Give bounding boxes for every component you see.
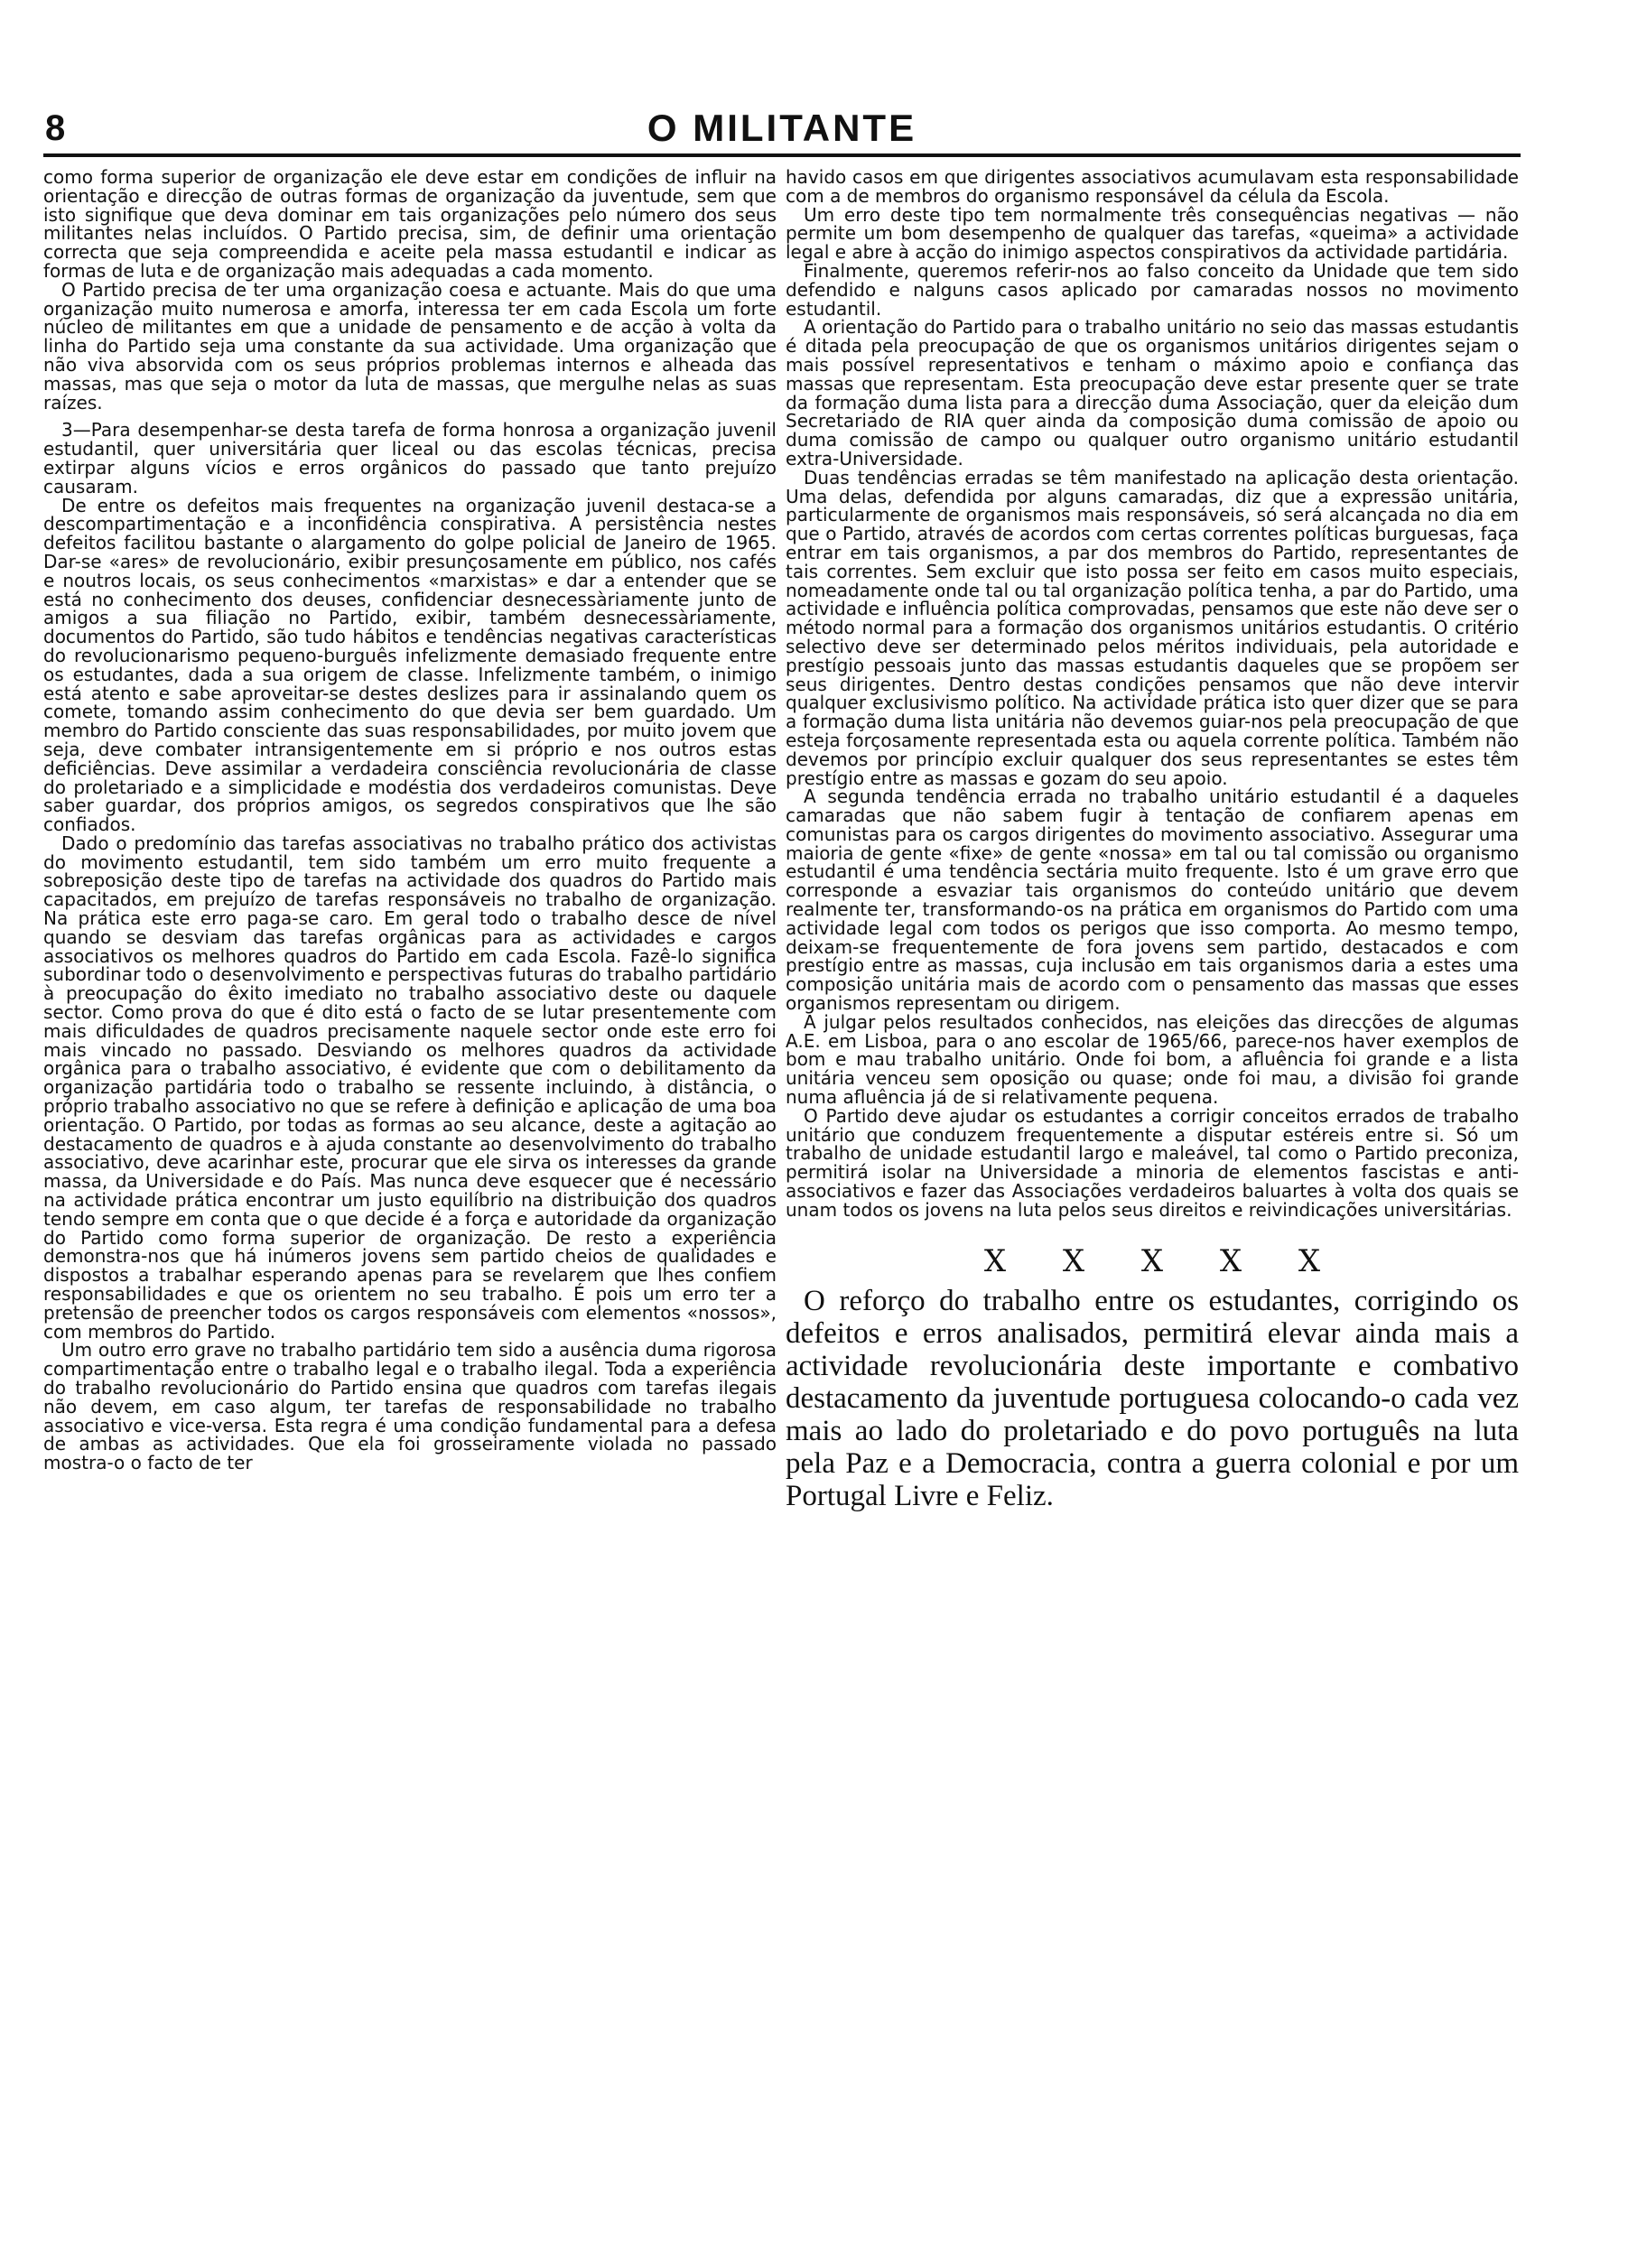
paragraph: A segunda tendência errada no trabalho unitário estudantil é a daqueles camaradas que não sabem fugir à tentação de confiarem apenas em comunistas para os cargos dirigentes do movimento associativo. Assegurar uma maioria de gente «fixe» de gente «nossa» em tal ou tal comissão ou organismo estudantil é uma tendência sectária muito frequente. Isto é um grave erro que corresponde a esvaziar tais organismos do conteúdo unitário que devem realmente ter, transformando-os na prática em organismos do Partido com uma actividade legal com todos os perigos que isso comporta. Ao mesmo tempo, deixam-se frequentemente de fora jovens sem partido, destacados e com prestígio entre as massas, cuja inclusão em tais organismos daria a estes uma composição unitária mais de acordo com o pensamento das massas que esses organismos representam ou dirigem. [786,785,1519,1015]
paragraph: Um erro deste tipo tem normalmente três consequências negativas — não permite um bom desempenho de qualquer das tarefas, «queima» a actividade legal e abre à acção do inimigo aspectos conspirativos da actividade partidária. [786,203,1519,264]
right-column [786,168,1519,1512]
page-header [43,107,1521,157]
paragraph: Finalmente, queremos referir-nos ao falso conceito da Unidade que tem sido defendido e nalguns casos aplicado por camaradas nossos no movimento estudantil. [786,259,1519,320]
paragraph: Um outro erro grave no trabalho partidário tem sido a ausência duma rigorosa compartimentação entre o trabalho legal e o trabalho ilegal. Toda a experiência do trabalho revolucionário do Partido ensina que quadros com tarefas ilegais não devem, em caso algum, ter tarefas de responsabilidade no trabalho associativo e vice-versa. Esta regra é uma condição fundamental para a defesa de ambas as actividades. Que ela foi grosseiramente violada no passado mostra-o o facto de ter [43,1339,777,1474]
paragraph: havido casos em que dirigentes associativos acumulavam esta responsabilidade com a de membros do organismo responsável da célula da Escola. [786,166,1519,207]
paragraph: Dado o predomínio das tarefas associativas no trabalho prático dos activistas do movimento estudantil, tem sido também um erro muito frequente a sobreposição deste tipo de tarefas na actividade dos quadros do Partido mais capacitados, em prejuízo de tarefas responsáveis no trabalho de organização. Na prática este erro paga-se caro. Em geral todo o trabalho desce de nível quando se desviam das tarefas orgânicas para as actividades e cargos associativos os melhores quadros do Partido em cada Escola. Fazê-lo significa subordinar todo o desenvolvimento e perspectivas futuras do trabalho partidário à preocupação do êxito imediato no trabalho associativo deste ou daquele sector. Como prova do que é dito está o facto de se lutar presentemente com mais dificuldades de quadros precisamente naquele sector onde este erro foi mais vincado no passado. Desviando os melhores quadros da actividade orgânica para o trabalho associativo, é evidente que com o debilitamento da organização partidária todo o trabalho se ressente incluindo, à distância, o próprio trabalho associativo no que se refere à definição e aplicação de uma boa orientação. O Partido, por todas as formas ao seu alcance, deste a agitação ao destacamento de quadros e à ajuda constante ao desenvolvimento do trabalho associativo, deve acarinhar este, procurar que ele sirva os interesses da grande massa, da Universidade e do País. Mas nunca deve esquecer que é necessário na actividade prática encontrar um justo equilíbrio na distribuição dos quadros tendo sempre em conta que o que decide é a força e autoridade da organização do Partido como forma superior de organização. De resto a experiência demonstra-nos que há inúmeros jovens sem partido cheios de qualidades e dispostos a trabalhar esperando apenas para se revelarem que lhes confiem responsabilidades e que os orientem no seu trabalho. É pois um erro ter a pretensão de preencher todos os cargos responsáveis com elementos «nossos», com membros do Partido. [43,832,777,1343]
paragraph: A julgar pelos resultados conhecidos, nas eleições das direcções de algumas A.E. em Lisboa, para o ano escolar de 1965/66, parece-nos haver exemplos de bom e mau trabalho unitário. Onde foi bom, a afluência foi grande e a lista unitária venceu sem oposição ou quase; onde foi mau, a divisão foi grande numa afluência já de si relativamente pequena. [786,1010,1519,1109]
paragraph: A orientação do Partido para o trabalho unitário no seio das massas estudantis é ditada pela preocupação de que os organismos unitários dirigentes sejam o mais possível representativos e tenham o máximo apoio e confiança das massas que representam. Esta preocupação deve estar presente quer se trate da formação duma lista para a direcção duma Associação, quer da eleição dum Secretariado de RIA quer ainda da composição duma comissão de apoio ou duma comissão de campo ou qualquer outro organismo unitário estudantil extra-Universidade. [786,316,1519,469]
publication-title: O MILITANTE [647,107,917,149]
paragraph: como forma superior de organização ele deve estar em condições de influir na orientação e direcção de outras formas de organização da juventude, sem que isto signifique que deva dominar em tais organizações pelo número dos seus militantes nelas incluídos. O Partido precisa, sim, de definir uma orientação correcta que seja compreendida e aceite pela massa estudantil e indicar as formas de luta e de organização mais adequadas a cada momento. [43,166,777,282]
page-number: 8 [45,108,66,148]
paragraph: De entre os defeitos mais frequentes na organização juvenil destaca-se a descompartimentação e a inconfidência conspirativa. A persistência nestes defeitos facilitou bastante o alargamento do golpe policial de Janeiro de 1965. Dar-se «ares» de revolucionário, exibir presunçosamente em público, nos cafés e noutros locais, os seus conhecimentos «marxistas» e dar a entender que se está no conhecimento dos deuses, confidenciar desnecessàriamente junto de amigos a sua filiação no Partido, exibir, também desnecessàriamente, documentos do Partido, são tudo hábitos e tendências negativas características do revolucionarismo pequeno-burguês infelizmente demasiado frequente entre os estudantes, dada a sua origem de classe. Infelizmente também, o inimigo está atento e sabe aproveitar-se destes deslizes para ir assinalando quem os comete, tomando assim conhecimento do que devia ser bem guardado. Um membro do Partido consciente das suas responsabilidades, por muito jovem que seja, deve combater intransigentemente em si próprio e nos outros estas deficiências. Deve assimilar a verdadeira consciência revolucionária de classe do proletariado e a simplicidade e modéstia dos verdadeiros comunistas. Deve saber guardar, dos próprios amigos, os segredos conspirativos que lhe são confiados. [43,494,777,836]
paragraph: 3—Para desempenhar-se desta tarefa de forma honrosa a organização juvenil estudantil, quer universitária quer liceal ou das escolas técnicas, precisa extirpar alguns vícios e erros orgânicos do passado que tanto prejuízo causaram. [43,419,777,497]
paragraph: Duas tendências erradas se têm manifestado na aplicação desta orientação. Uma delas, defendida por alguns camaradas, diz que a expressão unitária, particularmente de organismos mais responsáveis, só será alcançada no dia em que o Partido, através de acordos com certas correntes políticas burguesas, faça entrar em tais organismos, a par dos membros do Partido, representantes de tais correntes. Sem excluir que isto possa ser feito em casos muito especiais, nomeadamente onde tal ou tal organização política tenha, a par do Partido, uma actividade e influência política comprovadas, pensamos que este não deve ser o método normal para a formação dos organismos unitários estudantis. O critério selectivo deve ser determinado pelos méritos individuais, pela autoridade e prestígio pessoais junto das massas estudantis daqueles que se propõem ser seus dirigentes. Dentro destas condições pensamos que não deve intervir qualquer exclusivismo político. Na actividade prática isto quer dizer que se para a formação duma lista unitária não devemos guiar-nos pela preocupação de que esteja forçosamente representada esta ou aquela corrente política. Também não devemos por princípio excluir qualquer dos seus representantes se estes têm prestígio entre as massas e gozam do seu apoio. [786,466,1519,789]
paragraph: O Partido precisa de ter uma organização coesa e actuante. Mais do que uma organização muito numerosa e amorfa, interessa ter em cada Escola um forte núcleo de militantes em que a unidade de pensamento e de acção à volta da linha do Partido seja uma constante da sua actividade. Uma organização que não viva absorvida com os seus próprios problemas internos e alheada das massas, mas que seja o motor da luta de massas, que mergulhe nelas as suas raízes. [43,278,777,414]
section-separator: X X X X X [983,1242,1345,1279]
left-column [43,168,777,1473]
paragraph: O Partido deve ajudar os estudantes a corrigir conceitos errados de trabalho unitário que conduzem frequentemente a disputar estéreis entre si. Só um trabalho de unidade estudantil largo e maleável, tal como o Partido preconiza, permitirá isolar na Universidade a minoria de elementos fascistas e anti-associativos e fazer das Associações verdadeiros baluartes à volta dos quais se unam todos os jovens na luta pelos seus direitos e reivindicações universitárias. [786,1104,1519,1221]
closing-paragraph: O reforço do trabalho entre os estudantes, corrigindo os defeitos e erros analisados, permitirá elevar ainda mais a actividade revolucionária deste importante e combativo destacamento da juventude portuguesa colocando-o cada vez mais ao lado do proletariado e do povo português na luta pela Paz e a Democracia, contra a guerra colonial e por um Portugal Livre e Feliz. [786,1285,1519,1513]
header-rule [43,153,1521,157]
